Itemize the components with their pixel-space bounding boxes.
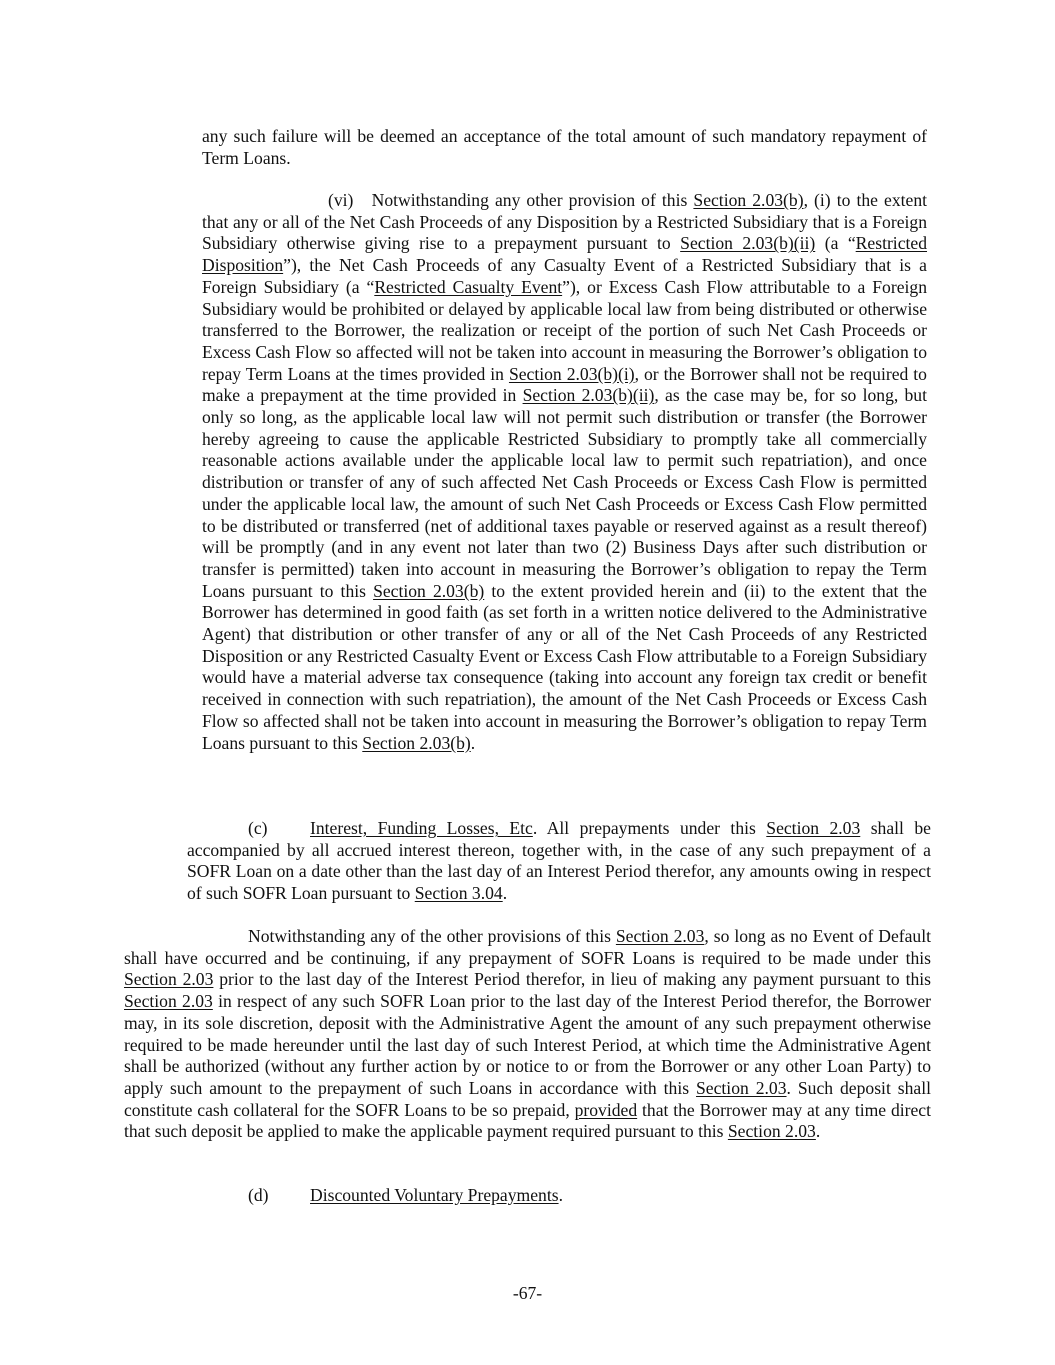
paragraph-notwithstanding: Notwithstanding any of the other provisions of this Section 2.03, so long as no Event of Default shall have occurred and be continuing, if any prepayment of SOFR Loans is required to be made under this Section 2.03 prior to the last day of the Interest Period therefor, in lieu of making any payment pursuant to this Section 2.03 in respect of any such SOFR Loan prior to the last day of the Interest Period therefor, the Borrower may, in its sole discretion, deposit with the Administrative Agent the amount of any such prepayment otherwise required to be made hereunder until the last day of such Interest Period, at which time the Administrative Agent shall be authorized (without any further action by or notice to or from the Borrower or any other Loan Party) to apply such amount to the prepayment of such Loans in accordance with this Section 2.03. Such deposit shall constitute cash collateral for the SOFR Loans to be so prepaid, provided that the Borrower may at any time direct that such deposit be applied to make the applicable payment required pursuant to this Section 2.03. — [124, 926, 932, 1142]
paragraph-vi: (vi) Notwithstanding any other provision of this Section 2.03(b), (i) to the extent that any or all of the Net Cash Proceeds of any Disposition by a Restricted Subsidiary that is a Foreign Subsidiary otherwise giving rise to a prepayment pursuant to Section 2.03(b)(ii) (a “Restricted Disposition”), the Net Cash Proceeds of any Casualty Event of a Restricted Subsidiary that is a Foreign Subsidiary (a “Restricted Casualty Event”), or Excess Cash Flow attributable to a Foreign Subsidiary would be prohibited or delayed by applicable local law from being distributed or otherwise transferred to the Borrower, the realization or receipt of the portion of such Net Cash Proceeds or Excess Cash Flow so affected will not be taken into account in measuring the Borrower’s obligation to repay Term Loans at the times provided in Section 2.03(b)(i), or the Borrower shall not be required to make a prepayment at the time provided in Section 2.03(b)(ii), as the case may be, for so long, but only so long, as the applicable local law will not permit such distribution or transfer (the Borrower hereby agreeing to cause the applicable Restricted Subsidiary to promptly take all commercially reasonable actions available under the applicable local law to permit such repatriation), and once distribution or transfer of any of such affected Net Cash Proceeds or Excess Cash Flow is permitted under the applicable local law, the amount of such Net Cash Proceeds or Excess Cash Flow permitted to be distributed or transferred (net of additional taxes payable or reserved against as a result thereof) will be promptly (and in any event not later than two (2) Business Days after such distribution or transfer is permitted) taken into account in measuring the Borrower’s obligation to repay the Term Loans pursuant to this Section 2.03(b) to the extent provided herein and (ii) to the extent that the Borrower has determined in good faith (as set forth in a written notice delivered to the Administrative Agent) that distribution or other transfer of any or all of the Net Cash Proceeds of any Restricted Disposition or any Restricted Casualty Event or Excess Cash Flow attributable to a Foreign Subsidiary would have a material adverse tax consequence (taking into account any foreign tax credit or benefit received in connection with such repatriation), the amount of the Net Cash Proceeds or Excess Cash Flow so affected shall not be taken into account in measuring the Borrower’s obligation to repay Term Loans pursuant to this Section 2.03(b). — [202, 190, 928, 753]
section-ref: Section 2.03 — [124, 991, 213, 1012]
section-ref: Section 2.03(b)(i) — [508, 363, 635, 384]
clause-label-vi: (vi) — [328, 190, 354, 210]
subsection-heading: Interest, Funding Losses, Etc — [310, 818, 533, 838]
defined-term: provided — [574, 1099, 638, 1120]
section-ref: Section 2.03(b) — [693, 190, 804, 210]
defined-term: Restricted Casualty Event — [374, 276, 563, 297]
page-number: -67- — [512, 1283, 543, 1303]
section-ref: Section 2.03 — [615, 926, 705, 946]
section-ref: Section 2.03(b)(ii) — [680, 233, 816, 254]
section-ref: Section 2.03 — [696, 1077, 787, 1098]
section-ref: Section 2.03 — [766, 818, 861, 838]
clause-label-c: (c) — [248, 818, 268, 838]
section-ref: Section 2.03(b) — [362, 732, 471, 753]
section-ref: Section 3.04 — [414, 883, 503, 904]
section-ref: Section 2.03 — [124, 969, 214, 990]
clause-label-d: (d) — [248, 1185, 269, 1205]
section-ref: Section 2.03 — [727, 1121, 816, 1142]
subsection-heading: Discounted Voluntary Prepayments — [310, 1185, 559, 1205]
section-ref: Section 2.03(b) — [373, 580, 485, 601]
paragraph-continuation: any such failure will be deemed an acceptance of the total amount of such mandatory repayment of Term Loans. — [202, 126, 927, 168]
defined-term: Restricted Disposition — [202, 233, 928, 276]
section-ref: Section 2.03(b)(ii) — [522, 385, 655, 406]
paragraph-c: (c) Interest, Funding Losses, Etc. All prepayments under this Section 2.03 shall be accompanied by all accrued interest thereon, together with, in the case of any such prepayment of a SOFR Loan on a date other than the last day of an Interest Period therefor, any amounts owing in respect of such SOFR Loan pursuant to Section 3.04. — [187, 818, 931, 904]
paragraph-d: (d) Discounted Voluntary Prepayments. — [248, 1185, 563, 1205]
